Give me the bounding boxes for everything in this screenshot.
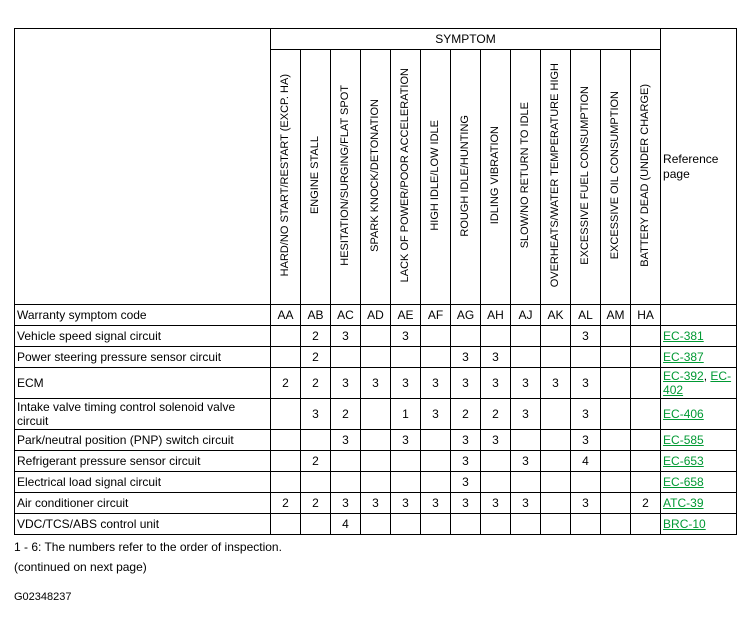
symptom-value-cell: 3 <box>331 493 361 514</box>
reference-cell <box>661 326 737 347</box>
reference-cell <box>661 493 737 514</box>
symptom-value-cell <box>601 399 631 430</box>
row-label: ECM <box>15 368 271 399</box>
symptom-value-cell <box>511 472 541 493</box>
symptom-value-cell <box>541 430 571 451</box>
symptom-value-cell <box>451 326 481 347</box>
row-label: Refrigerant pressure sensor circuit <box>15 451 271 472</box>
symptom-value-cell: 3 <box>331 430 361 451</box>
symptom-value-cell: 3 <box>421 493 451 514</box>
symptom-value-cell <box>451 514 481 535</box>
symptom-value-cell <box>601 326 631 347</box>
symptom-value-cell: 2 <box>481 399 511 430</box>
warranty-code-ac: AC <box>331 305 361 326</box>
symptom-value-cell: 2 <box>631 493 661 514</box>
column-header-ha <box>631 50 661 305</box>
symptom-value-cell <box>271 472 301 493</box>
symptom-value-cell <box>301 430 331 451</box>
symptom-value-cell <box>631 514 661 535</box>
symptom-value-cell <box>571 514 601 535</box>
reference-cell <box>661 451 737 472</box>
symptom-value-cell <box>331 451 361 472</box>
symptom-value-cell <box>361 399 391 430</box>
reference-link[interactable]: EC-392 <box>663 369 704 383</box>
warranty-code-aj: AJ <box>511 305 541 326</box>
symptom-value-cell <box>331 347 361 368</box>
column-header-ag <box>451 50 481 305</box>
symptom-value-cell: 2 <box>451 399 481 430</box>
symptom-value-cell <box>361 451 391 472</box>
symptom-value-cell: 3 <box>361 368 391 399</box>
symptom-value-cell: 3 <box>571 326 601 347</box>
column-header-label: ENGINE STALL <box>309 136 321 215</box>
table-row <box>15 430 737 451</box>
reference-cell <box>661 399 737 430</box>
symptom-value-cell: 3 <box>511 451 541 472</box>
reference-cell: EC-392, EC-402 <box>661 368 737 399</box>
column-header-label: HARD/NO START/RESTART (EXCP. HA) <box>279 74 291 277</box>
symptom-value-cell <box>511 514 541 535</box>
symptom-header: SYMPTOM <box>271 29 661 50</box>
symptom-value-cell: 3 <box>391 326 421 347</box>
warranty-code-am: AM <box>601 305 631 326</box>
symptom-value-cell <box>361 514 391 535</box>
symptom-header-row <box>15 29 737 50</box>
warranty-code-af: AF <box>421 305 451 326</box>
warranty-code-aa: AA <box>271 305 301 326</box>
symptom-value-cell <box>631 399 661 430</box>
warranty-code-ae: AE <box>391 305 421 326</box>
symptom-value-cell <box>331 472 361 493</box>
symptom-value-cell: 3 <box>481 347 511 368</box>
symptom-value-cell: 2 <box>331 399 361 430</box>
column-header-label: ROUGH IDLE/HUNTING <box>459 114 471 237</box>
reference-link[interactable]: ATC-39 <box>663 496 704 510</box>
column-header-label: SLOW/NO RETURN TO IDLE <box>519 102 531 249</box>
warranty-ref-empty-cell <box>661 305 737 326</box>
column-header-label: BATTERY DEAD (UNDER CHARGE) <box>639 84 652 267</box>
symptom-value-cell: 3 <box>451 430 481 451</box>
reference-link[interactable]: EC-585 <box>663 433 704 447</box>
symptom-value-cell: 4 <box>571 451 601 472</box>
symptom-value-cell <box>541 326 571 347</box>
symptom-value-cell: 3 <box>511 399 541 430</box>
symptom-value-cell <box>421 514 451 535</box>
symptom-value-cell <box>421 472 451 493</box>
symptom-value-cell <box>271 347 301 368</box>
symptom-value-cell <box>601 451 631 472</box>
symptom-value-cell <box>511 326 541 347</box>
row-label: VDC/TCS/ABS control unit <box>15 514 271 535</box>
reference-cell <box>661 430 737 451</box>
symptom-value-cell <box>601 368 631 399</box>
table-row <box>15 347 737 368</box>
symptom-diagnosis-table <box>14 28 737 535</box>
continued-note: (continued on next page) <box>14 560 147 574</box>
symptom-value-cell <box>601 430 631 451</box>
symptom-value-cell <box>271 326 301 347</box>
column-header-ae <box>391 50 421 305</box>
warranty-row-label: Warranty symptom code <box>15 305 271 326</box>
symptom-value-cell <box>391 347 421 368</box>
symptom-value-cell <box>481 451 511 472</box>
symptom-value-cell <box>361 347 391 368</box>
symptom-value-cell: 3 <box>451 451 481 472</box>
symptom-value-cell <box>421 347 451 368</box>
warranty-code-ad: AD <box>361 305 391 326</box>
column-header-label: EXCESSIVE FUEL CONSUMPTION <box>579 86 591 265</box>
symptom-value-cell <box>631 326 661 347</box>
symptom-value-cell <box>631 347 661 368</box>
symptom-value-cell <box>631 472 661 493</box>
reference-link[interactable]: EC-387 <box>663 350 704 364</box>
reference-link[interactable]: EC-406 <box>663 407 704 421</box>
column-header-label: OVERHEATS/WATER TEMPERATURE HIGH <box>549 63 561 288</box>
table-row <box>15 399 737 430</box>
warranty-row <box>15 305 737 326</box>
warranty-code-ak: AK <box>541 305 571 326</box>
table-row <box>15 514 737 535</box>
symptom-value-cell: 3 <box>571 399 601 430</box>
symptom-value-cell: 2 <box>271 493 301 514</box>
symptom-value-cell <box>481 326 511 347</box>
column-header-am <box>601 50 631 305</box>
column-header-ak <box>541 50 571 305</box>
symptom-value-cell <box>541 472 571 493</box>
symptom-value-cell: 3 <box>451 493 481 514</box>
symptom-value-cell <box>271 399 301 430</box>
symptom-value-cell: 2 <box>301 451 331 472</box>
column-header-label: IDLING VIBRATION <box>489 126 501 225</box>
symptom-value-cell: 3 <box>481 430 511 451</box>
symptom-value-cell: 3 <box>571 430 601 451</box>
reference-page-header: Reference page <box>661 29 737 305</box>
column-header-label: HIGH IDLE/LOW IDLE <box>429 120 441 231</box>
symptom-value-cell: 3 <box>481 368 511 399</box>
column-header-af <box>421 50 451 305</box>
reference-link[interactable]: EC-402 <box>663 369 732 397</box>
symptom-value-cell <box>631 368 661 399</box>
symptom-value-cell: 3 <box>541 368 571 399</box>
symptom-value-cell <box>601 347 631 368</box>
warranty-code-ah: AH <box>481 305 511 326</box>
symptom-value-cell <box>631 430 661 451</box>
symptom-value-cell <box>571 472 601 493</box>
row-label: Intake valve timing control solenoid valve circuit <box>15 399 271 430</box>
symptom-value-cell <box>601 514 631 535</box>
symptom-value-cell <box>271 451 301 472</box>
symptom-value-cell <box>361 326 391 347</box>
symptom-value-cell <box>271 430 301 451</box>
table-row <box>15 368 737 399</box>
symptom-value-cell <box>361 430 391 451</box>
symptom-value-cell: 1 <box>391 399 421 430</box>
symptom-value-cell <box>541 514 571 535</box>
symptom-value-cell: 3 <box>391 368 421 399</box>
reference-link[interactable]: EC-381 <box>663 329 704 343</box>
symptom-value-cell <box>541 451 571 472</box>
symptom-value-cell: 3 <box>571 493 601 514</box>
symptom-value-cell: 3 <box>391 493 421 514</box>
symptom-value-cell: 3 <box>331 368 361 399</box>
warranty-code-ha: HA <box>631 305 661 326</box>
symptom-value-cell: 2 <box>271 368 301 399</box>
column-header-aj <box>511 50 541 305</box>
row-label: Air conditioner circuit <box>15 493 271 514</box>
symptom-value-cell: 3 <box>301 399 331 430</box>
reference-cell <box>661 347 737 368</box>
reference-cell <box>661 514 737 535</box>
reference-link[interactable]: EC-653 <box>663 454 704 468</box>
symptom-value-cell: 3 <box>481 493 511 514</box>
symptom-value-cell <box>391 472 421 493</box>
symptom-value-cell: 3 <box>451 472 481 493</box>
symptom-value-cell: 3 <box>451 368 481 399</box>
table-row <box>15 326 737 347</box>
row-label: Power steering pressure sensor circuit <box>15 347 271 368</box>
reference-link[interactable]: EC-658 <box>663 475 704 489</box>
reference-cell <box>661 472 737 493</box>
warranty-code-al: AL <box>571 305 601 326</box>
symptom-value-cell <box>481 514 511 535</box>
symptom-value-cell <box>421 430 451 451</box>
symptom-value-cell <box>541 493 571 514</box>
row-label: Vehicle speed signal circuit <box>15 326 271 347</box>
table-body <box>15 29 737 535</box>
inspection-order-note: 1 - 6: The numbers refer to the order of inspection. <box>14 540 282 554</box>
symptom-value-cell <box>541 347 571 368</box>
symptom-value-cell: 3 <box>421 399 451 430</box>
column-header-aa <box>271 50 301 305</box>
column-header-label: EXCESSIVE OIL CONSUMPTION <box>609 91 621 260</box>
column-header-ad <box>361 50 391 305</box>
symptom-value-cell: 2 <box>301 368 331 399</box>
symptom-value-cell: 2 <box>301 347 331 368</box>
warranty-code-ab: AB <box>301 305 331 326</box>
column-header-ah <box>481 50 511 305</box>
symptom-value-cell: 3 <box>361 493 391 514</box>
symptom-value-cell <box>541 399 571 430</box>
symptom-value-cell <box>481 472 511 493</box>
symptom-value-cell <box>601 472 631 493</box>
row-label: Electrical load signal circuit <box>15 472 271 493</box>
symptom-value-cell <box>631 451 661 472</box>
reference-link[interactable]: BRC-10 <box>663 517 706 531</box>
symptom-value-cell <box>301 472 331 493</box>
symptom-value-cell <box>391 451 421 472</box>
symptom-value-cell <box>301 514 331 535</box>
table-row <box>15 493 737 514</box>
symptom-value-cell <box>271 514 301 535</box>
symptom-value-cell <box>421 451 451 472</box>
symptom-value-cell <box>511 347 541 368</box>
symptom-value-cell <box>571 347 601 368</box>
symptom-value-cell <box>421 326 451 347</box>
column-header-label: LACK OF POWER/POOR ACCELERATION <box>399 68 411 283</box>
symptom-value-cell <box>601 493 631 514</box>
symptom-value-cell: 3 <box>511 493 541 514</box>
symptom-value-cell: 3 <box>391 430 421 451</box>
symptom-value-cell: 3 <box>511 368 541 399</box>
symptom-value-cell: 2 <box>301 326 331 347</box>
column-header-al <box>571 50 601 305</box>
warranty-code-ag: AG <box>451 305 481 326</box>
figure-code: G02348237 <box>14 591 72 603</box>
column-header-label: HESITATION/SURGING/FLAT SPOT <box>339 85 351 266</box>
symptom-value-cell: 2 <box>301 493 331 514</box>
symptom-value-cell: 4 <box>331 514 361 535</box>
symptom-value-cell <box>391 514 421 535</box>
symptom-value-cell <box>361 472 391 493</box>
column-header-label: SPARK KNOCK/DETONATION <box>369 99 381 252</box>
symptom-value-cell: 3 <box>571 368 601 399</box>
symptom-value-cell: 3 <box>451 347 481 368</box>
symptom-value-cell: 3 <box>331 326 361 347</box>
symptom-value-cell: 3 <box>421 368 451 399</box>
table-row <box>15 472 737 493</box>
column-header-ab <box>301 50 331 305</box>
symptom-value-cell <box>511 430 541 451</box>
top-left-blank-cell <box>15 29 271 305</box>
row-label: Park/neutral position (PNP) switch circuit <box>15 430 271 451</box>
table-row <box>15 451 737 472</box>
column-header-ac <box>331 50 361 305</box>
